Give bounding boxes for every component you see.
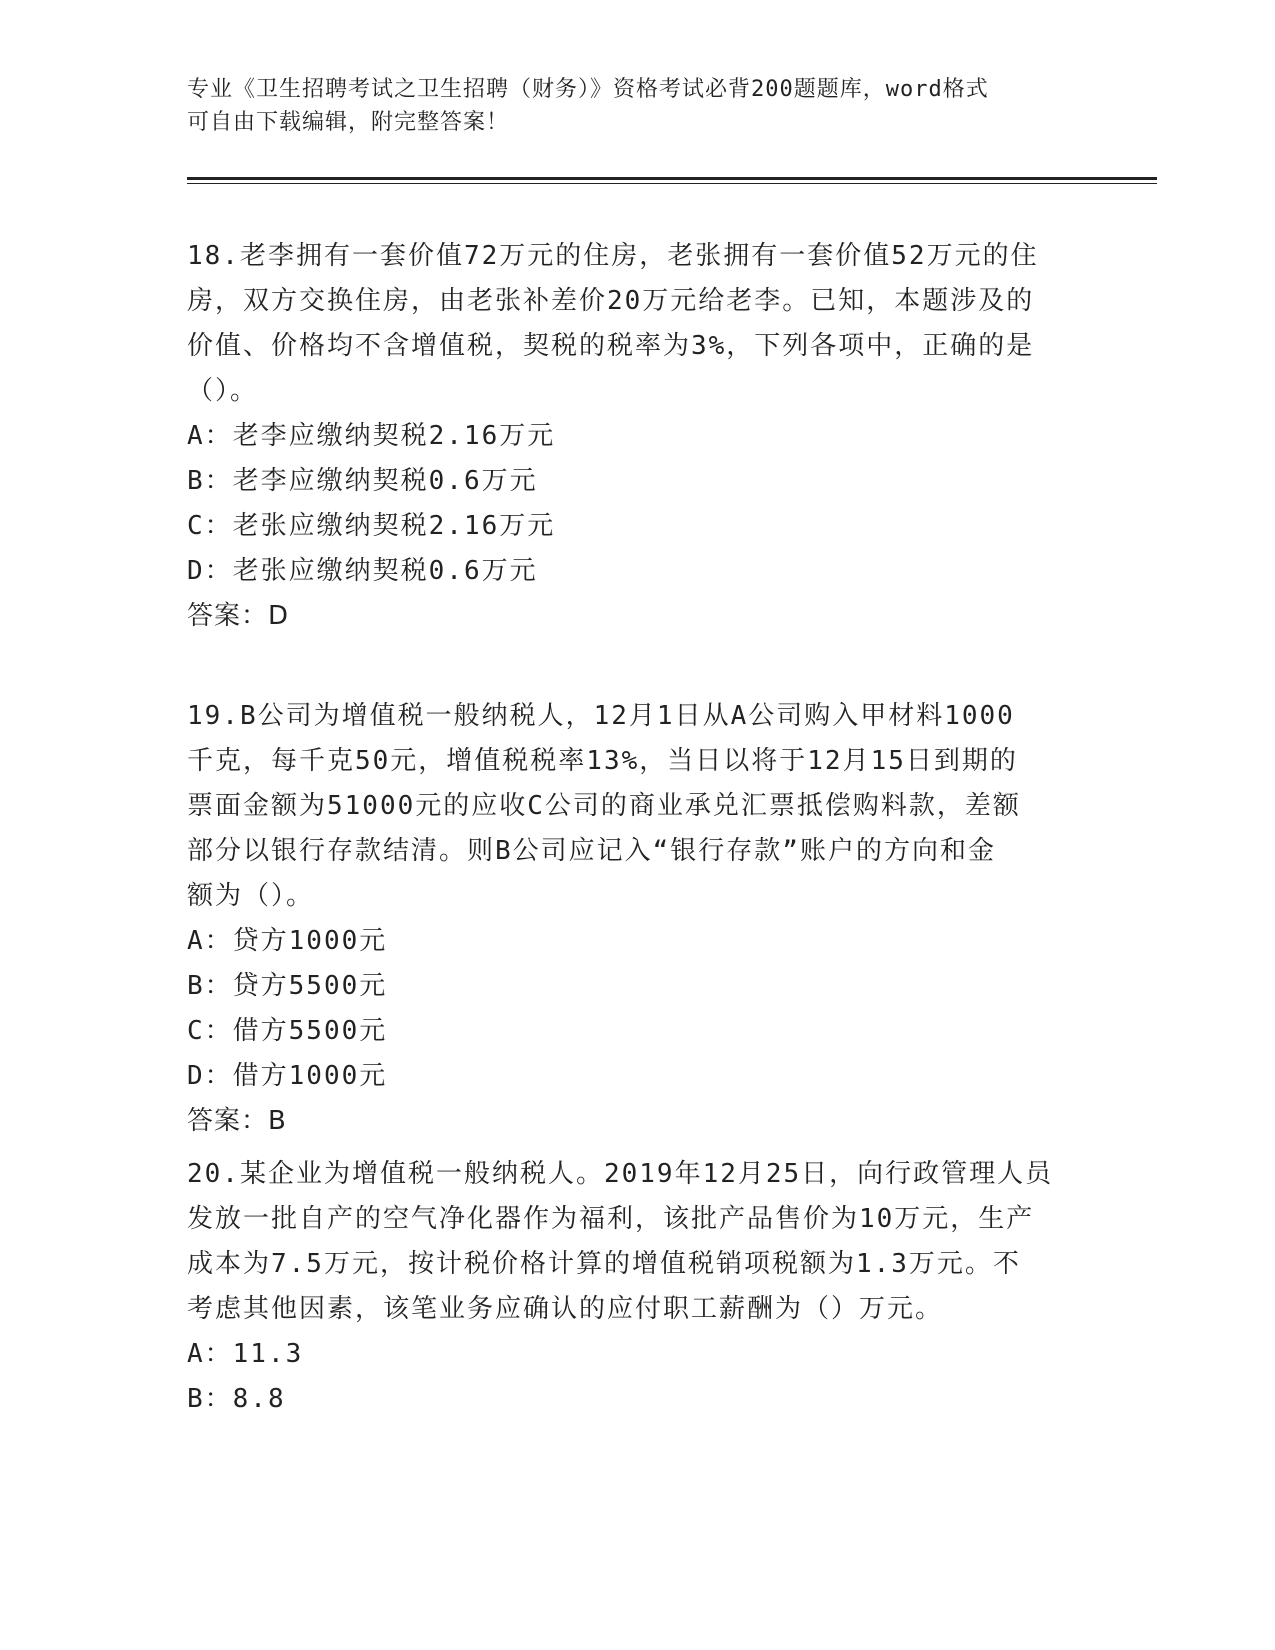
header-divider-thin	[187, 183, 1157, 184]
question-20	[187, 1152, 1087, 1422]
option-c: C：借方5500元	[187, 1016, 388, 1046]
header-line-2: 可自由下载编辑，附完整答案！	[187, 110, 510, 135]
question-line: 部分以银行存款结清。则B公司应记入“银行存款”账户的方向和金	[187, 836, 996, 866]
option-a: A：11.3	[187, 1339, 304, 1369]
question-line: 考虑其他因素，该笔业务应确认的应付职工薪酬为（）万元。	[187, 1294, 944, 1324]
option-b: B：贷方5500元	[187, 971, 388, 1001]
question-line: 房，双方交换住房，由老张补差价20万元给老李。已知，本题涉及的	[187, 286, 1035, 316]
question-line: （）。	[187, 376, 259, 406]
option-a: A：老李应缴纳契税2.16万元	[187, 421, 556, 451]
question-line: 19.B公司为增值税一般纳税人，12月1日从A公司购入甲材料1000	[187, 701, 1015, 731]
option-c: C：老张应缴纳契税2.16万元	[187, 511, 556, 541]
header-line-1: 专业《卫生招聘考试之卫生招聘（财务）》资格考试必背200题题库，word格式	[187, 77, 989, 102]
answer: 答案：B	[187, 1106, 287, 1136]
question-18	[187, 234, 1087, 639]
question-line: 20.某企业为增值税一般纳税人。2019年12月25日，向行政管理人员	[187, 1159, 1054, 1189]
question-line: 18.老李拥有一套价值72万元的住房，老张拥有一套价值52万元的住	[187, 241, 1039, 271]
question-line: 票面金额为51000元的应收C公司的商业承兑汇票抵偿购料款，差额	[187, 791, 1021, 821]
option-b: B：8.8	[187, 1384, 286, 1414]
option-b: B：老李应缴纳契税0.6万元	[187, 466, 538, 496]
answer: 答案：D	[187, 601, 290, 631]
question-line: 千克，每千克50元，增值税税率13%，当日以将于12月15日到期的	[187, 746, 1018, 776]
document-header	[187, 73, 1087, 139]
question-line: 价值、价格均不含增值税，契税的税率为3%，下列各项中，正确的是	[187, 331, 1035, 361]
header-divider-thick	[187, 177, 1157, 180]
option-a: A：贷方1000元	[187, 926, 388, 956]
option-d: D：借方1000元	[187, 1061, 388, 1091]
option-d: D：老张应缴纳契税0.6万元	[187, 556, 538, 586]
question-line: 额为（）。	[187, 881, 315, 911]
question-line: 发放一批自产的空气净化器作为福利，该批产品售价为10万元，生产	[187, 1204, 1035, 1234]
question-19	[187, 694, 1087, 1144]
question-line: 成本为7.5万元，按计税价格计算的增值税销项税额为1.3万元。不	[187, 1249, 1021, 1279]
